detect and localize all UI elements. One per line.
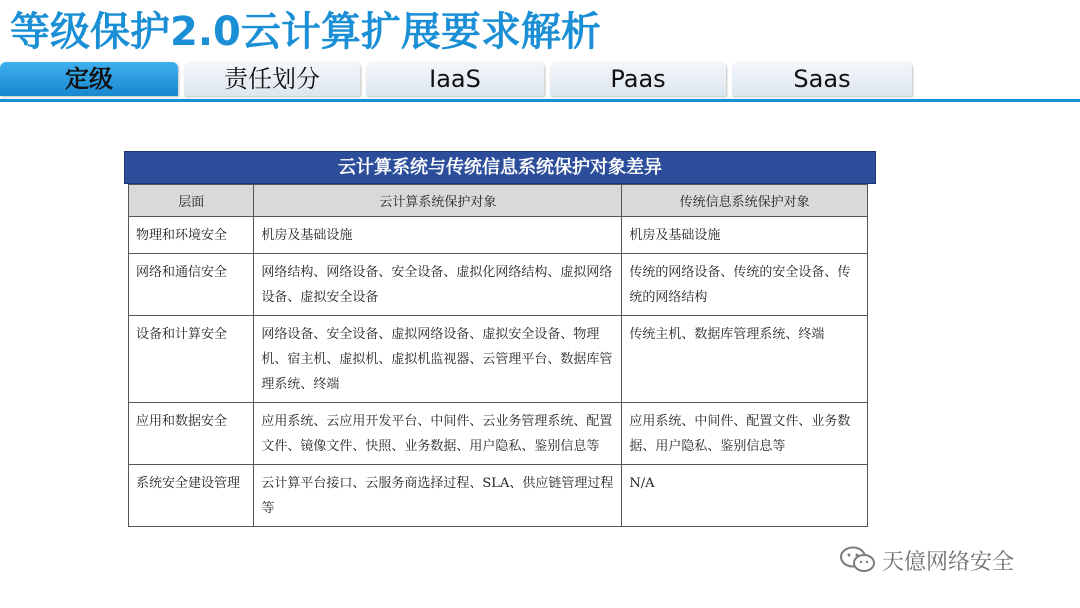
table-row xyxy=(129,254,868,316)
tab-paas[interactable]: Paas xyxy=(550,62,726,96)
row-cloud: 应用系统、云应用开发平台、中间件、云业务管理系统、配置文件、镜像文件、快照、业务数据、用户隐私、鉴别信息等 xyxy=(254,403,622,465)
row-traditional: 机房及基础设施 xyxy=(622,217,868,254)
row-cloud: 网络设备、安全设备、虚拟网络设备、虚拟安全设备、物理机、宿主机、虚拟机、虚拟机监视器、云管理平台、数据库管理系统、终端 xyxy=(254,316,622,403)
table-row xyxy=(129,403,868,465)
watermark xyxy=(838,543,1014,577)
row-cloud: 网络结构、网络设备、安全设备、虚拟化网络结构、虚拟网络设备、虚拟安全设备 xyxy=(254,254,622,316)
row-layer: 网络和通信安全 xyxy=(129,254,254,316)
page-title: 等级保护2.0云计算扩展要求解析 xyxy=(10,9,601,55)
comparison-table xyxy=(128,184,868,527)
table-row xyxy=(129,217,868,254)
row-traditional: 应用系统、中间件、配置文件、业务数据、用户隐私、鉴别信息等 xyxy=(622,403,868,465)
tab-saas[interactable]: Saas xyxy=(732,62,912,96)
row-traditional: 传统主机、数据库管理系统、终端 xyxy=(622,316,868,403)
row-traditional: N/A xyxy=(622,465,868,527)
row-layer: 物理和环境安全 xyxy=(129,217,254,254)
tab-underline xyxy=(0,99,1080,102)
table-row xyxy=(129,316,868,403)
row-cloud: 机房及基础设施 xyxy=(254,217,622,254)
header-traditional: 传统信息系统保护对象 xyxy=(622,185,868,217)
row-traditional: 传统的网络设备、传统的安全设备、传统的网络结构 xyxy=(622,254,868,316)
table-caption: 云计算系统与传统信息系统保护对象差异 xyxy=(124,151,876,184)
row-layer: 设备和计算安全 xyxy=(129,316,254,403)
row-cloud: 云计算平台接口、云服务商选择过程、SLA、供应链管理过程等 xyxy=(254,465,622,527)
row-layer: 系统安全建设管理 xyxy=(129,465,254,527)
tab-responsibility[interactable]: 责任划分 xyxy=(184,62,360,96)
comparison-table-block xyxy=(124,151,876,527)
tab-iaas[interactable]: IaaS xyxy=(366,62,544,96)
header-cloud: 云计算系统保护对象 xyxy=(254,185,622,217)
row-layer: 应用和数据安全 xyxy=(129,403,254,465)
header-layer: 层面 xyxy=(129,185,254,217)
watermark-text: 天億网络安全 xyxy=(882,549,1015,575)
wechat-icon xyxy=(838,545,878,575)
table-header-row xyxy=(129,185,868,217)
tab-bar xyxy=(0,62,1080,102)
table-row xyxy=(129,465,868,527)
tab-dingji[interactable]: 定级 xyxy=(0,62,178,96)
